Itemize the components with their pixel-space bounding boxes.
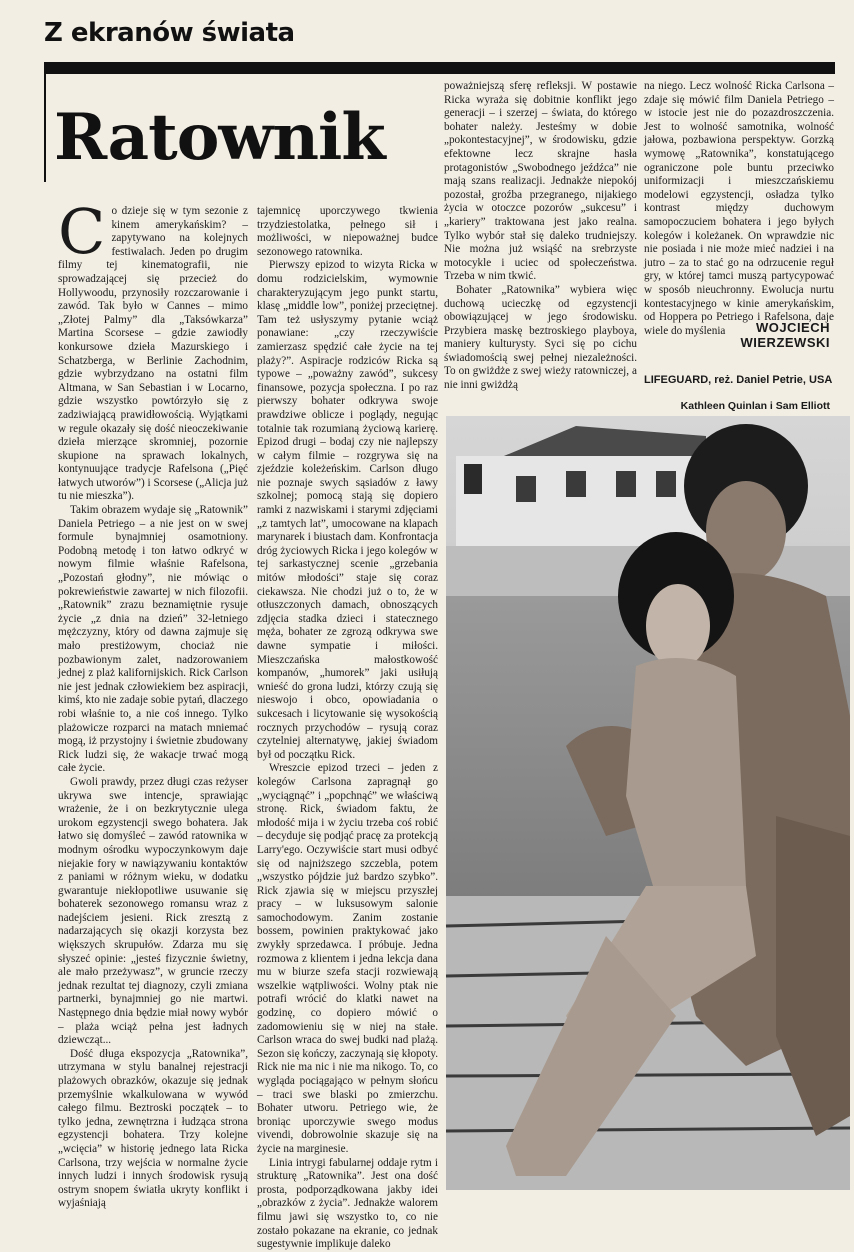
film-still-photo (446, 416, 850, 1190)
paragraph: Takim obrazem wydaje się „Ratownik” Daniela Petriego – a nie jest on w swej formule bynajmniej osamotniony. Podobną metodę i ton łatwo odkryć w nowym filmie właśnie Rafelsona, „Pozostań głodny”, nie mówiąc o pokrewieństwie zawartej w nich filozofii. „Ratownik” zrazu beznamiętnie rysuje życie „z dnia na dzień” 32-letniego mężczyzny, który od dawna zajmuje się mało prestiżowym, chociaż nie pozbawionym zalet, nadzorowaniem jednej z plaż kalifornijskich. Rick Carlson nie jest jednak człowiekiem bez aspiracji, kimś, kto nie zadaje sobie pytań, dlaczego robi właśnie to, a nie coś innego. Tylko plażowicze rozparci na matach mniemać mogą, iż przystojny i świetnie zbudowany Rick ludzi się, że wakacje trwać mogą całe życie. (58, 504, 248, 775)
paragraph: tajemnicę uporczywego tkwienia trzydziestolatka, pełnego sił i możliwości, w niepoważnej budce sezonowego ratownika. (257, 205, 438, 258)
drop-cap: C (58, 195, 106, 268)
article-column-3 (444, 80, 637, 410)
article-headline: Ratownik (54, 100, 385, 175)
film-credit: LIFEGUARD, reż. Daniel Petrie, USA (644, 374, 833, 386)
photo-illustration (446, 416, 850, 1190)
paragraph: Dość długa ekspozycja „Ratownika”, utrzymana w stylu banalnej rejestracji plażowych obrazków, okazuje się jednak przemyślnie wkalkulowana w wywód całego filmu. Beztroski początek – to tylko jedna, zewnętrzna i łudząca strona egzystencji bohatera. Trzy kolejne „wcięcia” w historię jednego lata Ricka Carlsona, trzy wejścia w normalne życie innych ludzi i innych środowisk rysują ostrym snopem światła ukryty konflikt i wyjaśniają (58, 1047, 248, 1210)
header-rule (44, 62, 835, 74)
article-column-2 (257, 205, 438, 1251)
article-column-1 (58, 195, 248, 1210)
paragraph: o dzieje się w tym sezonie z kinem amerykańskim? – zapytywano na kolejnych festiwalach. Jeden po drugim filmy tej kinematografii, nie sprowadzającej się przecież do Hollywoodu, przynosiły rozczarowanie i zawód. Tak było w Cannes – mimo „Złotej Palmy” dla „Taksówkarza” Martina Scorsese – gdzie zawiodły konkursowe dzieła Mazurskiego i Schatzberga, w Berlinie Zachodnim, gdzie wybrzydzano na ostatni film Altmana, w San Sebastian i w Locarno, gdzie wszystko powtórzyło się z zadziwiającą prawidłowością. Wyjątkami w regule okazały się dość nieoczekiwanie dzieła mierzące skromniej, pozornie skupione na sprawach lokalnych, kontynuujące tradycje Rafelsona („Pięć łatwych utworów”) i Scorsese („Alicja już tu nie mieszka”). (58, 205, 248, 503)
paragraph: Pierwszy epizod to wizyta Ricka w domu rodzicielskim, wymownie charakteryzującym jego punkt startu, klasę „middle low”, poniżej przeciętnej. Tam też usłyszymy pytanie wciąż ponawiane: „czy rzeczywiście zamierzasz spędzić całe życie na tej plaży?”. Aspiracje rodziców Ricka są typowe – „poważny zawód”, sukcesy finansowe, pozycja społeczna. I po raz pierwszy bohater odkrywa swoje prawdziwe oblicze i poglądy, negując totalnie tak rozumianą życiową karierę. Epizod drugi – bodaj czy nie najlepszy w całym filmie – rozgrywa się na zjeździe koleżeńskim. Carlson długo nie poznaje swych sąsiadów z ławy szkolnej; pomocą stają się dopiero ramki z nazwiskami i starymi zdjęciami „z tamtych lat”, umocowane na klapach marynarek i biustach dam. Konfrontacja dróg życiowych Ricka i jego kolegów w tej sarkastycznej scenie „grzebania mitów młodości” staje się coraz ciekawsza. Nie chodzi już o to, że w otłuszczonych damach, obnoszących zdjęcia stadka dzieci i statecznego męża, bohater ze zgrozą odkrywa swe dawne sympatie i miłości. Mieszczańska małostkowość kompanów, „humorek” jaki usiłują wnieść do grona ludzi, którzy czują się nieswojo i obco, opowiadania o sukcesach i licytowanie się wysokością rocznych przychodów – rysują coraz czytelniej alternatywę, jakiej świadom był od początku Rick. (257, 259, 438, 761)
paragraph: na niego. Lecz wolność Ricka Carlsona – zdaje się mówić film Daniela Petriego – w istocie jest nie do pozazdroszczenia. Jest to wolność samotnika, wolność jałowa, pozbawiona perspektyw. Gorzką wymowę „Ratownika”, konstatującego ograniczone pole buntu przeciwko uniformizacji i mieszczańskiemu modelowi egzystencji, osładza tylko kontrast między duchowym samopoczuciem bohatera i jego byłych kolegów i koleżanek. On wprawdzie nic nie posiada i nie może mieć nadziei i na jutro – za to stać go na odrzucenie reguł gry, w której tamci muszą partycypować w sposób nieuchronny. Ewolucja nurtu kontestacyjnego w kinie amerykańskim, od Hoppera po Petriego i Rafelsona, daje wiele do myślenia (644, 80, 834, 337)
paragraph: poważniejszą sferę refleksji. W postawie Ricka wyraża się dobitnie konflikt jego generacji – i szerzej – świata, do którego bohater należy. Jesteśmy w dobie „pokontestacyjnej”, w środowisku, gdzie efektowne lecz skrajne hasła protagonistów „Swobodnego jeźdźca” nie mają szans realizacji. Jednakże niepokój pozostał, groźba przegranego, nijakiego życia w otoczce pozorów „sukcesu” i „kariery” traktowana jest jako realna. Tylko wybór stał się daleko trudniejszy. Nie można już wsiąść na srebrzyste motocykle i uciec od społeczeństwa. Trzeba w nim tkwić. (444, 80, 637, 283)
author-first-name: WOJCIECH (755, 320, 830, 335)
header-left-rule (44, 62, 46, 182)
author-last-name: WIERZEWSKI (740, 335, 830, 350)
section-label: Z ekranów świata (44, 18, 295, 48)
author-byline (644, 320, 830, 350)
paragraph: Wreszcie epizod trzeci – jeden z kolegów Carlsona zapragnął go „wyciągnąć” i „popchnąć” we właściwą stronę. Rick, świadom faktu, że młodość mija i w życiu trzeba coś robić – decyduje się podjąć pracę za protekcją Larry'ego. Oczywiście start musi odbyć się od najniższego szczebla, potem „wszystko pójdzie już bardzo szybko”. Rick zjawia się w miejscu przyszłej pracy – w luksusowym salonie samochodowym. Zanim zostanie bossem, powinien praktykować jako zwykły sprzedawca. I próbuje. Jedna rozmowa z klientem i jedna lekcja dana mu w biurze szefa stacji rozwiewają wszelkie wątpliwości. Wolny ptak nie potrafi wrócić do klatki nawet na godzinę, co dopiero mówić o zadomowieniu się w niej na stałe. Carlson wraca do swej budki nad plażą. Sezon się kończy, zaczynają się kłopoty. Rick nie ma nic i nie ma nikogo. To, co wygląda pociągająco w pełnym słońcu – traci swe blaski po zmierzchu. Bohater utworu. Petriego wie, że broniąc uporczywie swego modus vivendi, dobrowolnie skazuje się na życie na marginesie. (257, 762, 438, 1155)
photo-caption: Kathleen Quinlan i Sam Elliott (680, 400, 830, 412)
paragraph: Bohater „Ratownika” wybiera więc duchową ucieczkę od egzystencji obowiązującej w jego środowisku. Przybiera maskę beztroskiego playboya, maniery kulturysty. Syci się po cichu świadomością swej pełnej niezależności. To on gwiżdże z swej wieży ratowniczej, a nie inni gwiżdżą (444, 283, 637, 392)
paragraph: Linia intrygi fabularnej oddaje rytm i strukturę „Ratownika”. Jest ona dość prosta, podporządkowana jakby idei „obrazków z życia”. Jednakże walorem filmu jawi się wszystko to, co nie zostało pokazane na ekranie, co jednak sugestywnie implikuje daleko (257, 1156, 438, 1251)
paragraph: Gwoli prawdy, przez długi czas reżyser ukrywa swe intencje, sprawiając wrażenie, że i on bezkrytycznie ulega urokom egzystencji swego bohatera. Jak łatwo się domyśleć – zawód ratownika w modnym ośrodku wypoczynkowym daje niejakie fory w nawiązywaniu kontaktów z paniami w różnym wieku, w dodatku gwarantuje niekłopotliwe usuwanie się bohaterek sezonowego romansu wraz z nadejściem jesieni. Rick zresztą z nadarzających się okazji korzysta bez większych skrupułów. Zdarza mu się słyszeć opinie: „jesteś fizycznie świetny, ale mało przeżywasz”, w gruncie rzeczy jednak rezultat tej diagnozy, czyli zmiana partnerki, bynajmniej go nie martwi. Następnego dnia będzie miał nowy wybór – plaża wciąż pełna jest ładnych dziewcząt... (58, 775, 248, 1047)
